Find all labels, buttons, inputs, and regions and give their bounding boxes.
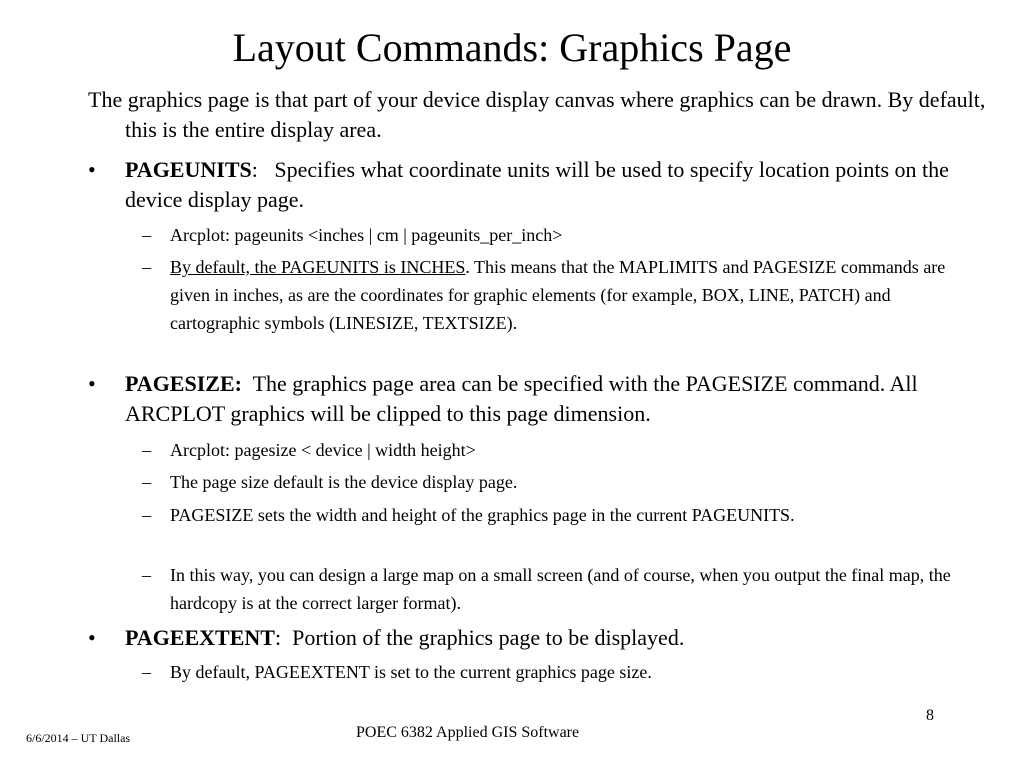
underlined-text: By default, the PAGEUNITS is INCHES [170,257,466,277]
intro-paragraph: The graphics page is that part of your device display canvas where graphics can be drawn. By default, this is the entire display area. [88,87,986,142]
bullet-term: PAGEUNITS [125,157,252,182]
bullet-marker: • [88,157,96,182]
sub-bullet-text: The page size default is the device display page. [170,472,518,492]
bullet-marker: • [88,371,96,396]
bullet-term: PAGESIZE: [125,371,242,396]
sub-bullet-text: Arcplot: pageunits <inches | cm | pageunits_per_inch> [170,225,563,245]
sub-bullet-pagesize-sets: – PAGESIZE sets the width and height of the graphics page in the current PAGEUNITS. [142,505,795,525]
sub-bullet-pageunits-default: – By default, the PAGEUNITS is INCHES. This means that the MAPLIMITS and PAGESIZE commands are given in inches, as are the coordinates for graphic elements (for example, BOX, LINE, PATCH) and cartographic symbols (LINESIZE, TEXTSIZE). [142,257,946,333]
bullet-text: The graphics page area can be specified with the PAGESIZE command. All ARCPLOT graphics will be clipped to this page dimension. [125,371,918,426]
sub-bullet-pagesize-design: – In this way, you can design a large map on a small screen (and of course, when you output the final map, the hardcopy is at the correct larger format). [142,565,951,613]
sub-bullet-text: PAGESIZE sets the width and height of the graphics page in the current PAGEUNITS. [170,505,795,525]
bullet-pageunits: • PAGEUNITS: Specifies what coordinate units will be used to specify location points on the device display page. [88,157,949,212]
bullet-marker: • [88,625,96,650]
footer-course: POEC 6382 Applied GIS Software [356,724,580,741]
sub-bullet-text: . This means that the MAPLIMITS and PAGESIZE commands are given in inches, as are the coordinates for graphic elements (for example, BOX, LINE, PATCH) and cartographic symbols (LINESIZE, TEXTSIZE). [170,257,946,333]
sub-bullet-pagesize-syntax: – Arcplot: pagesize < device | width height> [142,440,476,460]
footer-date: 6/6/2014 – UT Dallas [26,731,131,745]
bullet-pageextent: • PAGEEXTENT: Portion of the graphics page to be displayed. [88,623,975,653]
sub-bullet-text: By default, PAGEEXTENT is set to the current graphics page size. [170,662,652,682]
sub-bullet-text: In this way, you can design a large map on a small screen (and of course, when you output the final map, the hardcopy is at the correct larger format). [170,565,951,613]
page-number: 8 [926,707,934,724]
sub-bullet-text: Arcplot: pagesize < device | width height> [170,440,476,460]
bullet-text: Portion of the graphics page to be displayed. [292,625,685,650]
sub-bullet-pagesize-default: – The page size default is the device display page. [142,472,518,492]
slide-title: Layout Commands: Graphics Page [232,25,792,70]
sub-bullet-pageunits-syntax: – Arcplot: pageunits <inches | cm | pageunits_per_inch> [142,225,563,245]
bullet-term: PAGEEXTENT [125,625,275,650]
sub-bullet-pageextent-default: – By default, PAGEEXTENT is set to the current graphics page size. [142,662,652,682]
bullet-pagesize [88,369,975,429]
bullet-text: Specifies what coordinate units will be used to specify location points on the device display page. [125,157,949,212]
